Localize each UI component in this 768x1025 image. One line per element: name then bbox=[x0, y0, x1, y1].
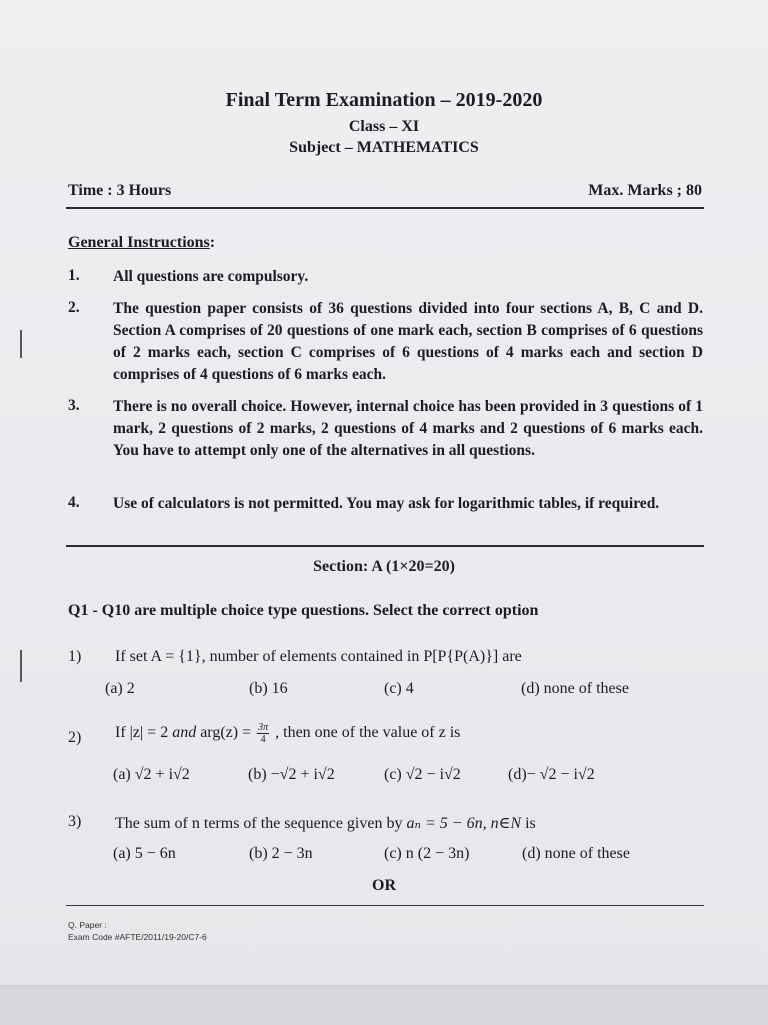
option-b: (b) 2 − 3n bbox=[249, 845, 313, 862]
question-number: 2) bbox=[68, 729, 82, 746]
margin-mark bbox=[20, 330, 22, 358]
time-label: Time : 3 Hours bbox=[68, 182, 172, 199]
question-number: 3) bbox=[68, 813, 82, 830]
subject-label: Subject – MATHEMATICS bbox=[289, 139, 479, 156]
option-b: (b) 16 bbox=[249, 680, 288, 697]
instructions-divider bbox=[66, 545, 704, 547]
instruction-number: 3. bbox=[68, 397, 80, 414]
option-c: (c) 4 bbox=[384, 680, 414, 697]
footer-divider bbox=[66, 905, 704, 906]
instruction-text: There is no overall choice. However, internal choice has been provided in 3 questions of 1 mark, 2 questions of 2 marks, 2 questions of 4 marks and 2 questions of 6 marks each. You have to attempt only one of the alternatives in all questions. bbox=[113, 398, 703, 459]
footer-paper-label: Q. Paper : bbox=[68, 920, 107, 930]
margin-mark bbox=[20, 650, 22, 682]
class-label: Class – XI bbox=[348, 118, 420, 135]
instruction-text: Use of calculators is not permitted. You may ask for logarithmic tables, if required. bbox=[113, 495, 660, 512]
question-text: The sum of n terms of the sequence given by aₙ = 5 − 6n, n∈N is bbox=[115, 815, 536, 832]
fraction: $\frac{3\pi}{4}$ bbox=[258, 722, 269, 745]
option-c: (c) √2 − i√2 bbox=[384, 766, 461, 783]
option-a: (a) 2 bbox=[105, 680, 135, 697]
general-instructions-heading: General Instructions: bbox=[68, 234, 216, 251]
exam-title: Final Term Examination – 2019-2020 bbox=[225, 89, 543, 111]
question-number: 1) bbox=[68, 648, 82, 665]
question-text: If |z| = 2 and arg(z) = $\frac{3\pi}{4}$ , then one of the value of z is bbox=[115, 722, 461, 745]
instruction-number: 1. bbox=[68, 267, 80, 284]
option-c: (c) n (2 − 3n) bbox=[384, 845, 470, 862]
option-a: (a) 5 − 6n bbox=[113, 845, 176, 862]
footer-exam-code: Exam Code #AFTE/2011/19-20/C7-6 bbox=[68, 932, 207, 942]
scan-background bbox=[0, 985, 768, 1025]
section-a-heading: Section: A (1×20=20) bbox=[313, 558, 455, 575]
option-b: (b) −√2 + i√2 bbox=[248, 766, 335, 783]
instruction-text: All questions are compulsory. bbox=[113, 268, 309, 285]
option-d: (d) none of these bbox=[522, 845, 630, 862]
max-marks-label: Max. Marks ; 80 bbox=[588, 182, 702, 199]
instruction-number: 4. bbox=[68, 494, 80, 511]
option-d: (d)− √2 − i√2 bbox=[508, 766, 595, 783]
question-text: If set A = {1}, number of elements contained in P[P{P(A)}] are bbox=[115, 648, 522, 665]
mcq-instruction: Q1 - Q10 are multiple choice type questions. Select the correct option bbox=[68, 602, 539, 619]
or-label: OR bbox=[372, 877, 396, 894]
header-divider bbox=[66, 207, 704, 209]
instruction-number: 2. bbox=[68, 299, 80, 316]
option-a: (a) √2 + i√2 bbox=[113, 766, 190, 783]
instruction-text: The question paper consists of 36 questions divided into four sections A, B, C and D. Section A comprises of 20 questions of one mark each, section B comprises of 6 questions of 2 marks each, section C comprises of 6 questions of 4 marks each and section D comprises of 4 questions of 6 marks each. bbox=[113, 300, 703, 383]
option-d: (d) none of these bbox=[521, 680, 629, 697]
